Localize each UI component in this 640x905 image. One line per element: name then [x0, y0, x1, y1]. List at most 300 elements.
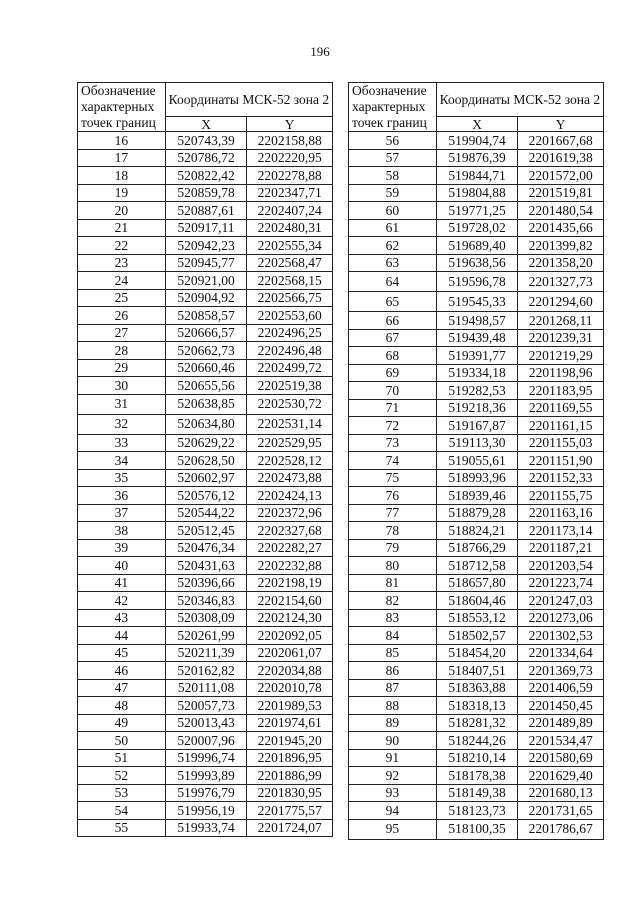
point-number-cell: 21 — [78, 219, 166, 237]
table-row — [78, 237, 333, 255]
table-row — [349, 802, 604, 820]
y-coordinate-cell: 2202480,31 — [247, 219, 333, 237]
point-number-cell: 70 — [349, 382, 437, 400]
x-coordinate-cell: 519498,57 — [436, 312, 518, 330]
table-row — [78, 342, 333, 360]
x-coordinate-cell: 520904,92 — [165, 289, 247, 307]
y-coordinate-cell: 2202531,14 — [247, 414, 333, 434]
table-row — [349, 399, 604, 417]
table-row — [78, 307, 333, 325]
x-coordinate-cell: 519638,56 — [436, 254, 518, 272]
table-row — [349, 662, 604, 680]
point-number-cell: 53 — [78, 784, 166, 802]
point-number-cell: 64 — [349, 272, 437, 292]
coordinates-table-left — [77, 82, 333, 837]
x-coordinate-cell: 518178,38 — [436, 767, 518, 785]
x-coordinate-cell: 518824,21 — [436, 522, 518, 540]
x-coordinate-cell: 518553,12 — [436, 609, 518, 627]
point-number-cell: 78 — [349, 522, 437, 540]
column-header-y: Y — [247, 117, 333, 132]
y-coordinate-cell: 2202529,95 — [247, 434, 333, 452]
y-coordinate-cell: 2202198,19 — [247, 574, 333, 592]
y-coordinate-cell: 2202407,24 — [247, 202, 333, 220]
table-row — [349, 627, 604, 645]
y-coordinate-cell: 2201151,90 — [518, 452, 604, 470]
point-number-cell: 22 — [78, 237, 166, 255]
y-coordinate-cell: 2202553,60 — [247, 307, 333, 325]
x-coordinate-cell: 520576,12 — [165, 487, 247, 505]
y-coordinate-cell: 2201358,20 — [518, 254, 604, 272]
x-coordinate-cell: 520662,73 — [165, 342, 247, 360]
point-number-cell: 48 — [78, 697, 166, 715]
x-coordinate-cell: 520602,97 — [165, 469, 247, 487]
table-row — [78, 132, 333, 150]
table-row — [78, 487, 333, 505]
table-row — [349, 732, 604, 750]
point-number-cell: 56 — [349, 132, 437, 150]
point-number-cell: 44 — [78, 627, 166, 645]
x-coordinate-cell: 518123,73 — [436, 802, 518, 820]
table-row — [349, 417, 604, 435]
x-coordinate-cell: 519876,39 — [436, 149, 518, 167]
x-coordinate-cell: 518604,46 — [436, 592, 518, 610]
y-coordinate-cell: 2202568,47 — [247, 254, 333, 272]
table-row — [78, 644, 333, 662]
table-row — [349, 254, 604, 272]
y-coordinate-cell: 2202424,13 — [247, 487, 333, 505]
table-row — [78, 592, 333, 610]
point-number-cell: 45 — [78, 644, 166, 662]
y-coordinate-cell: 2202220,95 — [247, 149, 333, 167]
y-coordinate-cell: 2201294,60 — [518, 292, 604, 312]
point-number-cell: 68 — [349, 347, 437, 365]
x-coordinate-cell: 519391,77 — [436, 347, 518, 365]
x-coordinate-cell: 520111,08 — [165, 679, 247, 697]
table-row — [349, 382, 604, 400]
point-number-cell: 30 — [78, 377, 166, 395]
y-coordinate-cell: 2202519,38 — [247, 377, 333, 395]
y-coordinate-cell: 2201629,40 — [518, 767, 604, 785]
table-row — [78, 359, 333, 377]
table-row — [78, 414, 333, 434]
y-coordinate-cell: 2201667,68 — [518, 132, 604, 150]
y-coordinate-cell: 2202282,27 — [247, 539, 333, 557]
point-number-cell: 62 — [349, 237, 437, 255]
y-coordinate-cell: 2201183,95 — [518, 382, 604, 400]
y-coordinate-cell: 2201572,00 — [518, 167, 604, 185]
table-row — [349, 347, 604, 365]
y-coordinate-cell: 2201724,07 — [247, 819, 333, 837]
x-coordinate-cell: 519596,78 — [436, 272, 518, 292]
table-row — [349, 697, 604, 715]
table-row — [349, 312, 604, 330]
point-number-cell: 23 — [78, 254, 166, 272]
y-coordinate-cell: 2202034,88 — [247, 662, 333, 680]
table-row — [349, 819, 604, 839]
x-coordinate-cell: 520057,73 — [165, 697, 247, 715]
y-coordinate-cell: 2201163,16 — [518, 504, 604, 522]
table-row — [78, 679, 333, 697]
y-coordinate-cell: 2201886,99 — [247, 767, 333, 785]
x-coordinate-cell: 519545,33 — [436, 292, 518, 312]
table-row — [78, 539, 333, 557]
point-number-cell: 72 — [349, 417, 437, 435]
table-row — [349, 767, 604, 785]
y-coordinate-cell: 2201534,47 — [518, 732, 604, 750]
x-coordinate-cell: 520396,66 — [165, 574, 247, 592]
point-number-cell: 84 — [349, 627, 437, 645]
y-coordinate-cell: 2201161,15 — [518, 417, 604, 435]
x-coordinate-cell: 519218,36 — [436, 399, 518, 417]
point-number-cell: 73 — [349, 434, 437, 452]
y-coordinate-cell: 2202568,15 — [247, 272, 333, 290]
x-coordinate-cell: 518281,32 — [436, 714, 518, 732]
point-number-cell: 86 — [349, 662, 437, 680]
x-coordinate-cell: 520666,57 — [165, 324, 247, 342]
point-number-cell: 76 — [349, 487, 437, 505]
y-coordinate-cell: 2201731,65 — [518, 802, 604, 820]
x-coordinate-cell: 520308,09 — [165, 609, 247, 627]
x-coordinate-cell: 520858,57 — [165, 307, 247, 325]
point-number-cell: 32 — [78, 414, 166, 434]
point-number-cell: 58 — [349, 167, 437, 185]
x-coordinate-cell: 520887,61 — [165, 202, 247, 220]
point-number-cell: 57 — [349, 149, 437, 167]
y-coordinate-cell: 2202496,48 — [247, 342, 333, 360]
point-number-cell: 38 — [78, 522, 166, 540]
y-coordinate-cell: 2201480,54 — [518, 202, 604, 220]
point-number-cell: 92 — [349, 767, 437, 785]
coordinates-table-right — [348, 82, 604, 840]
y-coordinate-cell: 2201219,29 — [518, 347, 604, 365]
x-coordinate-cell: 519993,89 — [165, 767, 247, 785]
point-number-cell: 35 — [78, 469, 166, 487]
table-row — [78, 767, 333, 785]
x-coordinate-cell: 518454,20 — [436, 644, 518, 662]
y-coordinate-cell: 2202154,60 — [247, 592, 333, 610]
table-row — [78, 219, 333, 237]
table-row — [78, 149, 333, 167]
point-number-cell: 77 — [349, 504, 437, 522]
table-row — [349, 364, 604, 382]
x-coordinate-cell: 520660,46 — [165, 359, 247, 377]
column-header-x: X — [165, 117, 247, 132]
y-coordinate-cell: 2202496,25 — [247, 324, 333, 342]
column-header-coordinates: Координаты МСК-52 зона 2 — [436, 83, 603, 117]
table-row — [349, 487, 604, 505]
y-coordinate-cell: 2201369,73 — [518, 662, 604, 680]
y-coordinate-cell: 2201247,03 — [518, 592, 604, 610]
y-coordinate-cell: 2201334,64 — [518, 644, 604, 662]
y-coordinate-cell: 2201198,96 — [518, 364, 604, 382]
point-number-cell: 95 — [349, 819, 437, 839]
x-coordinate-cell: 519167,87 — [436, 417, 518, 435]
x-coordinate-cell: 520629,22 — [165, 434, 247, 452]
point-number-cell: 83 — [349, 609, 437, 627]
point-number-cell: 59 — [349, 184, 437, 202]
table-row — [78, 557, 333, 575]
y-coordinate-cell: 2202124,30 — [247, 609, 333, 627]
x-coordinate-cell: 519282,53 — [436, 382, 518, 400]
x-coordinate-cell: 518407,51 — [436, 662, 518, 680]
table-row — [349, 784, 604, 802]
table-row — [349, 149, 604, 167]
y-coordinate-cell: 2201619,38 — [518, 149, 604, 167]
point-number-cell: 74 — [349, 452, 437, 470]
table-row — [349, 219, 604, 237]
column-header-point-label: Обозначение характерных точек границ — [349, 83, 437, 132]
x-coordinate-cell: 519439,48 — [436, 329, 518, 347]
table-row — [78, 732, 333, 750]
point-number-cell: 36 — [78, 487, 166, 505]
point-number-cell: 75 — [349, 469, 437, 487]
point-number-cell: 66 — [349, 312, 437, 330]
y-coordinate-cell: 2201327,73 — [518, 272, 604, 292]
page-number: 196 — [310, 44, 330, 59]
y-coordinate-cell: 2202158,88 — [247, 132, 333, 150]
point-number-cell: 63 — [349, 254, 437, 272]
x-coordinate-cell: 520431,63 — [165, 557, 247, 575]
table-row — [349, 504, 604, 522]
x-coordinate-cell: 520743,39 — [165, 132, 247, 150]
point-number-cell: 71 — [349, 399, 437, 417]
y-coordinate-cell: 2201489,89 — [518, 714, 604, 732]
y-coordinate-cell: 2202499,72 — [247, 359, 333, 377]
y-coordinate-cell: 2202327,68 — [247, 522, 333, 540]
x-coordinate-cell: 518363,88 — [436, 679, 518, 697]
table-row — [349, 609, 604, 627]
y-coordinate-cell: 2201989,53 — [247, 697, 333, 715]
y-coordinate-cell: 2201155,75 — [518, 487, 604, 505]
point-number-cell: 80 — [349, 557, 437, 575]
x-coordinate-cell: 520638,85 — [165, 394, 247, 414]
table-row — [349, 167, 604, 185]
table-row — [349, 452, 604, 470]
y-coordinate-cell: 2201786,67 — [518, 819, 604, 839]
x-coordinate-cell: 520859,78 — [165, 184, 247, 202]
point-number-cell: 60 — [349, 202, 437, 220]
point-number-cell: 26 — [78, 307, 166, 325]
x-coordinate-cell: 518712,58 — [436, 557, 518, 575]
y-coordinate-cell: 2201519,81 — [518, 184, 604, 202]
x-coordinate-cell: 520945,77 — [165, 254, 247, 272]
x-coordinate-cell: 520346,83 — [165, 592, 247, 610]
point-number-cell: 93 — [349, 784, 437, 802]
x-coordinate-cell: 518100,35 — [436, 819, 518, 839]
point-number-cell: 52 — [78, 767, 166, 785]
column-header-coordinates: Координаты МСК-52 зона 2 — [165, 83, 332, 117]
x-coordinate-cell: 518244,26 — [436, 732, 518, 750]
point-number-cell: 85 — [349, 644, 437, 662]
x-coordinate-cell: 518766,29 — [436, 539, 518, 557]
point-number-cell: 49 — [78, 714, 166, 732]
point-number-cell: 34 — [78, 452, 166, 470]
point-number-cell: 94 — [349, 802, 437, 820]
x-coordinate-cell: 520261,99 — [165, 627, 247, 645]
x-coordinate-cell: 520822,42 — [165, 167, 247, 185]
x-coordinate-cell: 519933,74 — [165, 819, 247, 837]
y-coordinate-cell: 2201268,11 — [518, 312, 604, 330]
point-number-cell: 90 — [349, 732, 437, 750]
x-coordinate-cell: 520544,22 — [165, 504, 247, 522]
x-coordinate-cell: 519113,30 — [436, 434, 518, 452]
table-row — [349, 749, 604, 767]
table-row — [349, 679, 604, 697]
table-row — [78, 202, 333, 220]
table-row — [78, 609, 333, 627]
x-coordinate-cell: 519844,71 — [436, 167, 518, 185]
y-coordinate-cell: 2201580,69 — [518, 749, 604, 767]
y-coordinate-cell: 2201187,21 — [518, 539, 604, 557]
point-number-cell: 29 — [78, 359, 166, 377]
table-row — [349, 184, 604, 202]
y-coordinate-cell: 2201435,66 — [518, 219, 604, 237]
column-header-y: Y — [518, 117, 604, 132]
table-row — [349, 644, 604, 662]
x-coordinate-cell: 519956,19 — [165, 802, 247, 820]
y-coordinate-cell: 2202555,34 — [247, 237, 333, 255]
table-row — [78, 819, 333, 837]
x-coordinate-cell: 520942,23 — [165, 237, 247, 255]
x-coordinate-cell: 519996,74 — [165, 749, 247, 767]
y-coordinate-cell: 2201450,45 — [518, 697, 604, 715]
x-coordinate-cell: 520162,82 — [165, 662, 247, 680]
point-number-cell: 31 — [78, 394, 166, 414]
table-row — [349, 574, 604, 592]
y-coordinate-cell: 2201896,95 — [247, 749, 333, 767]
y-coordinate-cell: 2201173,14 — [518, 522, 604, 540]
x-coordinate-cell: 518879,28 — [436, 504, 518, 522]
table-row — [78, 784, 333, 802]
table-row — [349, 539, 604, 557]
table-row — [349, 132, 604, 150]
point-number-cell: 88 — [349, 697, 437, 715]
table-row — [78, 627, 333, 645]
x-coordinate-cell: 519334,18 — [436, 364, 518, 382]
point-number-cell: 79 — [349, 539, 437, 557]
point-number-cell: 55 — [78, 819, 166, 837]
x-coordinate-cell: 520013,43 — [165, 714, 247, 732]
point-number-cell: 65 — [349, 292, 437, 312]
x-coordinate-cell: 519055,61 — [436, 452, 518, 470]
column-header-point-label: Обозначение характерных точек границ — [78, 83, 166, 132]
point-number-cell: 81 — [349, 574, 437, 592]
y-coordinate-cell: 2201302,53 — [518, 627, 604, 645]
table-row — [78, 324, 333, 342]
point-number-cell: 27 — [78, 324, 166, 342]
table-row — [78, 697, 333, 715]
x-coordinate-cell: 519904,74 — [436, 132, 518, 150]
y-coordinate-cell: 2201152,33 — [518, 469, 604, 487]
point-number-cell: 24 — [78, 272, 166, 290]
x-coordinate-cell: 520628,50 — [165, 452, 247, 470]
point-number-cell: 20 — [78, 202, 166, 220]
point-number-cell: 89 — [349, 714, 437, 732]
point-number-cell: 37 — [78, 504, 166, 522]
point-number-cell: 33 — [78, 434, 166, 452]
point-number-cell: 18 — [78, 167, 166, 185]
point-number-cell: 19 — [78, 184, 166, 202]
table-row — [78, 452, 333, 470]
y-coordinate-cell: 2201223,74 — [518, 574, 604, 592]
table-row — [78, 377, 333, 395]
x-coordinate-cell: 520007,96 — [165, 732, 247, 750]
table-row — [349, 714, 604, 732]
table-row — [349, 469, 604, 487]
table-row — [78, 469, 333, 487]
point-number-cell: 50 — [78, 732, 166, 750]
table-row — [349, 434, 604, 452]
x-coordinate-cell: 518149,38 — [436, 784, 518, 802]
table-row — [78, 272, 333, 290]
x-coordinate-cell: 520476,34 — [165, 539, 247, 557]
x-coordinate-cell: 520921,00 — [165, 272, 247, 290]
x-coordinate-cell: 518993,96 — [436, 469, 518, 487]
point-number-cell: 16 — [78, 132, 166, 150]
point-number-cell: 25 — [78, 289, 166, 307]
y-coordinate-cell: 2202278,88 — [247, 167, 333, 185]
point-number-cell: 69 — [349, 364, 437, 382]
table-row — [349, 522, 604, 540]
x-coordinate-cell: 519804,88 — [436, 184, 518, 202]
x-coordinate-cell: 518657,80 — [436, 574, 518, 592]
column-header-x: X — [436, 117, 518, 132]
table-row — [78, 574, 333, 592]
y-coordinate-cell: 2202372,96 — [247, 504, 333, 522]
point-number-cell: 47 — [78, 679, 166, 697]
point-number-cell: 40 — [78, 557, 166, 575]
y-coordinate-cell: 2201239,31 — [518, 329, 604, 347]
y-coordinate-cell: 2201680,13 — [518, 784, 604, 802]
point-number-cell: 42 — [78, 592, 166, 610]
table-row — [78, 434, 333, 452]
table-row — [78, 504, 333, 522]
x-coordinate-cell: 519728,02 — [436, 219, 518, 237]
table-row — [349, 292, 604, 312]
y-coordinate-cell: 2201830,95 — [247, 784, 333, 802]
table-row — [78, 167, 333, 185]
table-row — [78, 394, 333, 414]
x-coordinate-cell: 519689,40 — [436, 237, 518, 255]
point-number-cell: 91 — [349, 749, 437, 767]
table-row — [78, 749, 333, 767]
y-coordinate-cell: 2201203,54 — [518, 557, 604, 575]
table-row — [349, 272, 604, 292]
table-row — [78, 184, 333, 202]
point-number-cell: 54 — [78, 802, 166, 820]
y-coordinate-cell: 2202566,75 — [247, 289, 333, 307]
x-coordinate-cell: 519976,79 — [165, 784, 247, 802]
y-coordinate-cell: 2202232,88 — [247, 557, 333, 575]
y-coordinate-cell: 2201945,20 — [247, 732, 333, 750]
point-number-cell: 67 — [349, 329, 437, 347]
table-row — [349, 329, 604, 347]
x-coordinate-cell: 518210,14 — [436, 749, 518, 767]
point-number-cell: 41 — [78, 574, 166, 592]
table-row — [78, 802, 333, 820]
point-number-cell: 28 — [78, 342, 166, 360]
x-coordinate-cell: 518939,46 — [436, 487, 518, 505]
y-coordinate-cell: 2202061,07 — [247, 644, 333, 662]
y-coordinate-cell: 2202347,71 — [247, 184, 333, 202]
y-coordinate-cell: 2201273,06 — [518, 609, 604, 627]
y-coordinate-cell: 2201775,57 — [247, 802, 333, 820]
table-row — [78, 254, 333, 272]
table-row — [78, 289, 333, 307]
point-number-cell: 43 — [78, 609, 166, 627]
x-coordinate-cell: 520786,72 — [165, 149, 247, 167]
point-number-cell: 87 — [349, 679, 437, 697]
